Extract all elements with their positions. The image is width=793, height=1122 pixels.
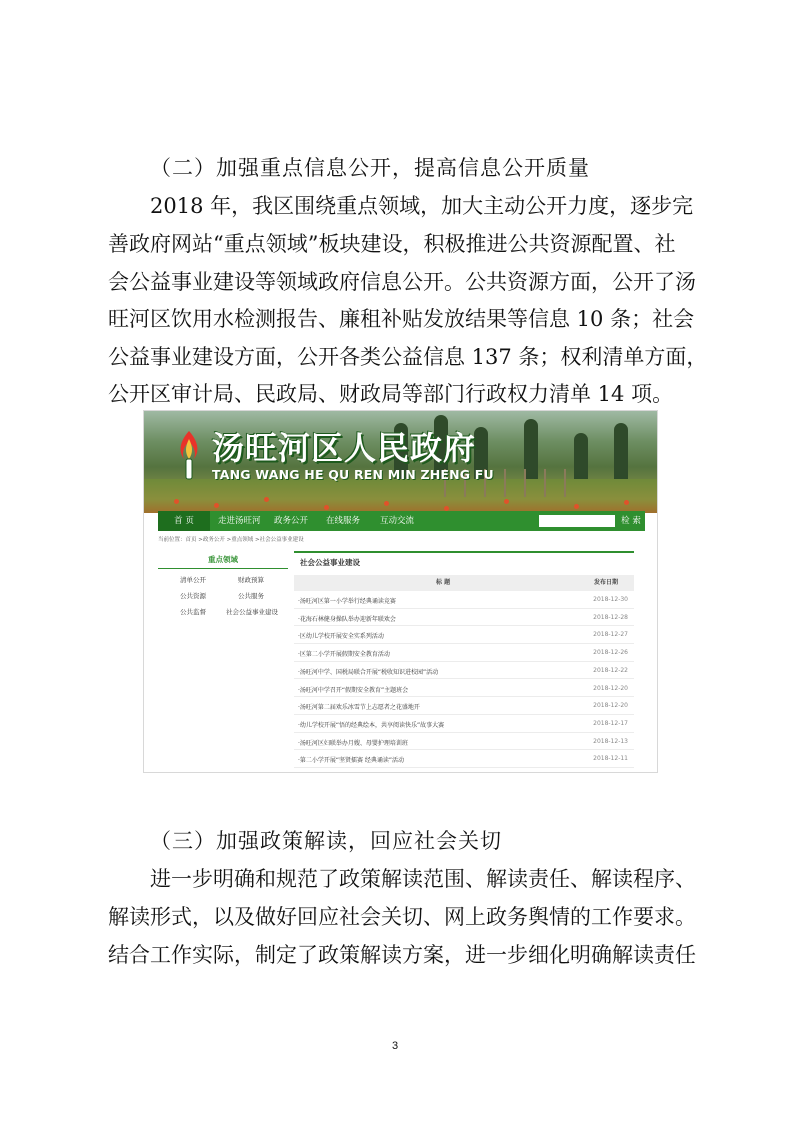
row-title[interactable]: ·汤旺河区妇联举办月嫂、母婴护理培训班 bbox=[298, 739, 408, 747]
paragraph-line: 公开区审计局、民政局、财政局等部门行政权力清单 14 项。 bbox=[108, 382, 674, 406]
row-title[interactable]: ·汤旺河区第一小学举行经典诵读竞赛 bbox=[298, 598, 396, 605]
site-nav bbox=[158, 511, 645, 531]
paragraph-line: 结合工作实际，制定了政策解读方案，进一步细化明确解读责任 bbox=[108, 943, 696, 967]
row-title[interactable]: ·幼儿学校开展“悟的经典绘本，共享阅读快乐”故事大赛 bbox=[298, 721, 445, 729]
row-date: 2018-12-20 bbox=[593, 684, 628, 692]
row-date: 2018-12-30 bbox=[593, 596, 628, 603]
nav-online-service[interactable]: 在线服务 bbox=[326, 516, 361, 526]
column-header-title: 标 题 bbox=[436, 579, 451, 586]
row-date: 2018-12-11 bbox=[593, 755, 628, 763]
table-row[interactable] bbox=[294, 680, 634, 698]
row-date: 2018-12-17 bbox=[593, 719, 628, 727]
table-row[interactable] bbox=[294, 750, 634, 768]
row-date: 2018-12-28 bbox=[593, 613, 628, 621]
paragraph-line: 善政府网站“重点领域”板块建设，积极推进公共资源配置、社 bbox=[108, 232, 676, 256]
row-date: 2018-12-26 bbox=[593, 649, 628, 657]
row-title[interactable]: ·区幼儿学校开展安全实系列活动 bbox=[298, 633, 384, 641]
sidebar bbox=[158, 551, 288, 646]
row-title[interactable]: ·汤旺河第二届欢乐冰雪节上志愿者之花盛地开 bbox=[298, 704, 420, 712]
paragraph-line: 公益事业建设方面，公开各类公益信息 137 条；权利清单方面， bbox=[108, 345, 708, 369]
table-row[interactable] bbox=[294, 626, 634, 644]
table-row[interactable] bbox=[294, 591, 634, 609]
row-title[interactable]: ·汤旺河中学召开“假期安全教育”主题班会 bbox=[298, 686, 409, 694]
table-row[interactable] bbox=[294, 662, 634, 680]
row-date: 2018-12-22 bbox=[593, 666, 628, 674]
paragraph-line: 解读形式，以及做好回应社会关切、网上政务舆情的工作要求。 bbox=[108, 905, 696, 929]
search-button[interactable]: 检 索 bbox=[621, 516, 641, 526]
torch-logo-icon bbox=[172, 429, 206, 481]
section-heading: （三）加强政策解读，回应社会关切 bbox=[150, 829, 502, 853]
row-date: 2018-12-13 bbox=[593, 737, 628, 745]
sidebar-item-public-supervision[interactable]: 公共监督 bbox=[180, 608, 206, 616]
table-row[interactable] bbox=[294, 697, 634, 715]
sidebar-item-list-disclosure[interactable]: 清单公开 bbox=[180, 576, 206, 584]
nav-interaction[interactable]: 互动交流 bbox=[380, 516, 415, 526]
site-banner bbox=[144, 411, 658, 513]
nav-home[interactable]: 首 页 bbox=[158, 511, 210, 531]
row-date: 2018-12-20 bbox=[593, 702, 628, 710]
paragraph-line: 进一步明确和规范了政策解读范围、解读责任、解读程序、 bbox=[150, 867, 696, 891]
search-input[interactable] bbox=[539, 515, 615, 527]
table-row[interactable] bbox=[294, 609, 634, 627]
nav-gov-info[interactable]: 政务公开 bbox=[274, 516, 309, 526]
breadcrumb: 当前位置：首页 >政务公开 >重点领域 >社会公益事业建设 bbox=[158, 537, 304, 543]
sidebar-title: 重点领域 bbox=[158, 551, 288, 569]
site-name: 汤旺河区人民政府 bbox=[212, 429, 477, 467]
paragraph-line: 旺河区饮用水检测报告、廉租补贴发放结果等信息 10 条；社会 bbox=[108, 307, 695, 331]
nav-about[interactable]: 走进汤旺河 bbox=[218, 516, 261, 526]
sidebar-item-public-resources[interactable]: 公共资源 bbox=[180, 592, 206, 600]
paragraph-line: 2018 年，我区围绕重点领域，加大主动公开力度，逐步完 bbox=[150, 194, 694, 218]
row-title[interactable]: ·花海石林健身操队举办迎新年联欢会 bbox=[298, 615, 396, 623]
row-title[interactable]: ·第二小学开展“坚贤擂赛 经典诵读”活动 bbox=[298, 757, 405, 765]
row-date: 2018-12-27 bbox=[593, 631, 628, 639]
article-list-panel bbox=[294, 551, 634, 769]
row-title[interactable]: ·汤旺河中学、国税局联合开展“税收知识进校园”活动 bbox=[298, 668, 439, 676]
table-row[interactable] bbox=[294, 715, 634, 733]
column-header-date: 发布日期 bbox=[594, 579, 619, 586]
sidebar-item-public-service[interactable]: 公共服务 bbox=[238, 592, 264, 600]
sidebar-item-budget[interactable]: 财政预算 bbox=[238, 576, 264, 584]
site-pinyin: TANG WANG HE QU REN MIN ZHENG FU bbox=[212, 467, 494, 482]
panel-title: 社会公益事业建设 bbox=[300, 558, 360, 567]
row-title[interactable]: ·区第二小学开展假期安全教育活动 bbox=[298, 651, 390, 659]
table-row[interactable] bbox=[294, 644, 634, 662]
website-screenshot bbox=[143, 410, 658, 773]
table-row[interactable] bbox=[294, 733, 634, 751]
page-number: 3 bbox=[392, 1040, 399, 1052]
paragraph-line: 会公益事业建设等领域政府信息公开。公共资源方面，公开了汤 bbox=[108, 270, 696, 294]
section-heading: （二）加强重点信息公开，提高信息公开质量 bbox=[150, 156, 590, 180]
sidebar-item-social-welfare[interactable]: 社会公益事业建设 bbox=[226, 608, 278, 616]
